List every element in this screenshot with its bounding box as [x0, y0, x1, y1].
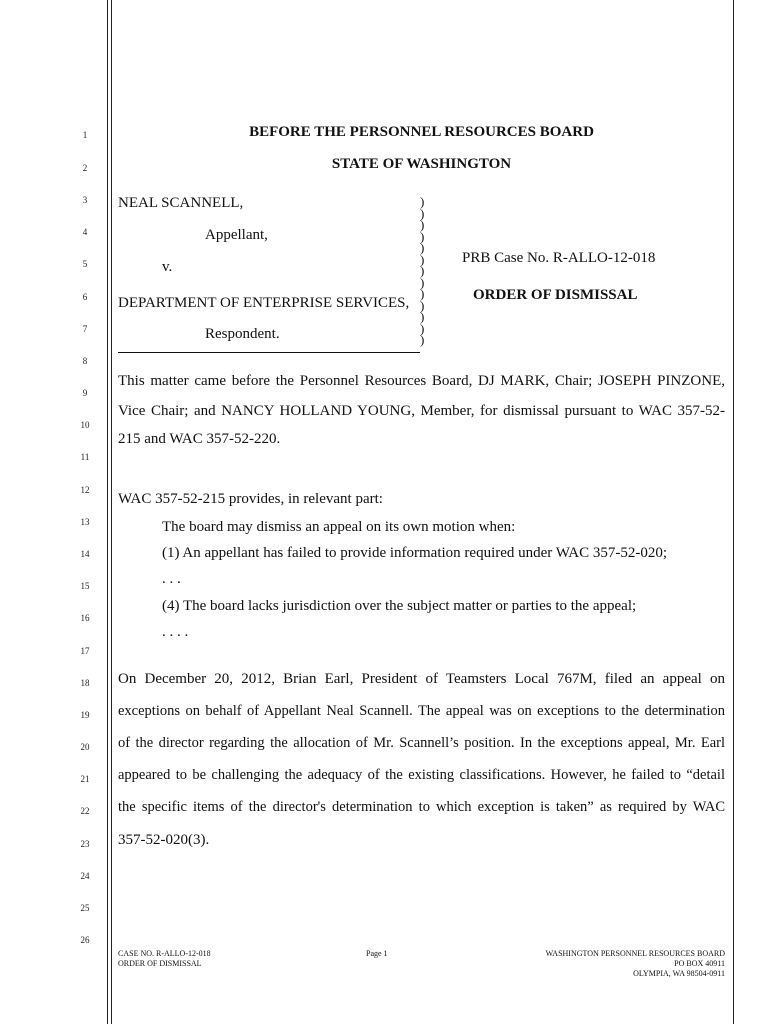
wac-quote-ellipsis-2: . . . . [162, 624, 189, 640]
line-number: 3 [82, 195, 88, 205]
line-number: 16 [80, 613, 90, 623]
wac-quote-line-2: (1) An appellant has failed to provide information required under WAC 357-52-020; [162, 545, 668, 561]
line-number: 26 [80, 935, 90, 945]
intro-line-2: Vice Chair; and NANCY HOLLAND YOUNG, Member, for dismissal pursuant to WAC 357-52- [118, 403, 725, 419]
line-number: 21 [80, 774, 90, 784]
line-number: 7 [82, 324, 88, 334]
line-number: 4 [82, 227, 88, 237]
footer-po-box: PO BOX 40911 [674, 959, 725, 968]
line-number: 15 [80, 581, 90, 591]
line-number: 6 [82, 292, 88, 302]
line-number: 1 [82, 130, 88, 140]
line-number: 25 [80, 903, 90, 913]
versus-text: v. [162, 259, 173, 275]
line-number: 20 [80, 742, 90, 752]
footer-city: OLYMPIA, WA 98504-0911 [633, 969, 725, 978]
line-number: 23 [80, 839, 90, 849]
body-line-3: of the director regarding the allocation of Mr. Scannell’s position. In the exceptions appeal, Mr. Earl [118, 735, 725, 751]
wac-quote-line-1: The board may dismiss an appeal on its own motion when: [162, 519, 516, 535]
footer-document-title: ORDER OF DISMISSAL [118, 959, 202, 968]
wac-quote-line-3: (4) The board lacks jurisdiction over the subject matter or parties to the appeal; [162, 598, 637, 614]
order-title: ORDER OF DISMISSAL [473, 287, 638, 303]
wac-quote-ellipsis-1: . . . [162, 571, 181, 587]
line-number: 18 [80, 678, 90, 688]
line-number: 11 [80, 452, 90, 462]
footer-page-number: Page 1 [366, 949, 388, 958]
right-margin-rule [733, 0, 734, 1024]
line-number: 8 [82, 356, 88, 366]
footer-case-number: CASE NO. R-ALLO-12-018 [118, 949, 211, 958]
line-number: 13 [80, 517, 90, 527]
case-number: PRB Case No. R-ALLO-12-018 [462, 250, 656, 266]
body-line-2: exceptions on behalf of Appellant Neal Scannell. The appeal was on exceptions to the determination [118, 703, 725, 719]
caption-underline [118, 352, 420, 353]
line-number: 14 [80, 549, 90, 559]
left-margin-rule-1 [107, 0, 108, 1024]
intro-line-1: This matter came before the Personnel Resources Board, DJ MARK, Chair; JOSEPH PINZONE, [118, 373, 725, 389]
board-title: BEFORE THE PERSONNEL RESOURCES BOARD [249, 124, 594, 140]
respondent-name: DEPARTMENT OF ENTERPRISE SERVICES, [118, 295, 410, 311]
body-line-6: 357-52-020(3). [118, 832, 210, 848]
wac-heading: WAC 357-52-215 provides, in relevant part: [118, 491, 383, 507]
appellant-name: NEAL SCANNELL, [118, 195, 244, 211]
left-margin-rule-2 [111, 0, 112, 1024]
line-number: 22 [80, 806, 90, 816]
intro-line-3: 215 and WAC 357-52-220. [118, 431, 281, 447]
line-number: 9 [82, 388, 88, 398]
line-number: 5 [82, 259, 88, 269]
caption-parentheses: ) ) ) ) ) ) ) ) ) ) ) ) ) [420, 194, 425, 347]
line-number: 17 [80, 646, 90, 656]
footer-board-name: WASHINGTON PERSONNEL RESOURCES BOARD [545, 949, 725, 958]
body-line-4: appeared to be challenging the adequacy of the existing classifications. However, he failed to “detail [118, 767, 725, 783]
state-title: STATE OF WASHINGTON [331, 156, 512, 172]
line-number: 19 [80, 710, 90, 720]
line-number: 10 [80, 420, 90, 430]
body-line-1: On December 20, 2012, Brian Earl, President of Teamsters Local 767M, filed an appeal on [118, 671, 725, 687]
line-number: 2 [82, 163, 88, 173]
line-number: 24 [80, 871, 90, 881]
body-line-5: the specific items of the director's determination to which exception is taken” as required by WAC [118, 799, 725, 815]
respondent-role: Respondent. [205, 326, 280, 342]
line-number: 12 [80, 485, 90, 495]
appellant-role: Appellant, [205, 227, 268, 243]
